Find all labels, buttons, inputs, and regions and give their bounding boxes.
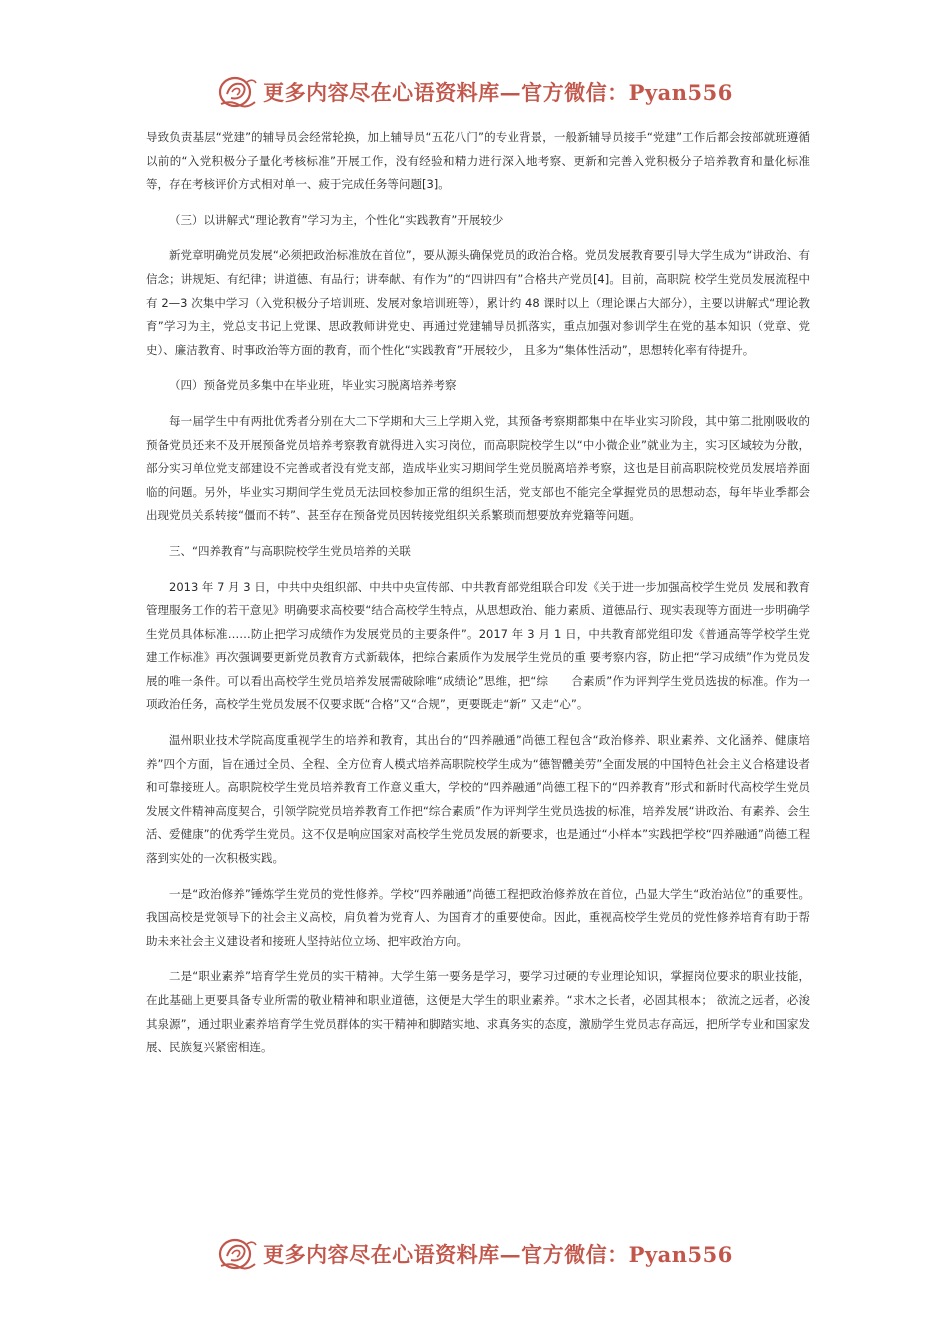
section-heading: （三）以讲解式“理论教育”学习为主，个性化“实践教育”开展较少	[169, 212, 504, 227]
paragraph: 一是“政治修养”锤炼学生党员的党性修养。学校“四养融通”尚德工程把政治修养放在首位，凸显大学生“政治站位”的重要性。我国高校是党领导下的社会主义高校，肩负着为党育人、为国育才的重要使命。因此，重视高校学生党员的党性修养培育有助于帮助未来社会主义建设者和接班人坚持站位立场、把牢政治方向。	[146, 886, 810, 948]
paragraph: 二是“职业素养”培育学生党员的实干精神。大学生第一要务是学习，要学习过硬的专业理论知识，掌握岗位要求的职业技能，在此基础上更要具备专业所需的敬业精神和职业道德，这便是大学生的职业素养。“求木之长者，必固其根本； 欲流之远者，必浚其泉源”，通过职业素养培育学生党员群体的实干精神和脚踏实地、求真务实的态度，激励学生党员志存高远，把所学专业和国家发展、民族复兴紧密相连。	[146, 969, 810, 1055]
rose-logo-icon	[217, 74, 259, 110]
header-banner-text: 更多内容尽在心语资料库—官方微信：Pyan556	[263, 80, 733, 105]
footer-banner-inner	[217, 1236, 733, 1272]
section-heading: （四）预备党员多集中在毕业班，毕业实习脱离培养考察	[169, 378, 457, 393]
paragraph: 导致负责基层“党建”的辅导员会经常轮换，加上辅导员“五花八门”的专业背景，一般新辅导员接手“党建”工作后都会按部就班遵循以前的“入党积极分子量化考核标准”开展工作，没有经验和精力进行深入地考察、更新和完善入党积极分子培养教育和量化标准等，存在考核评价方式相对单一、疲于完成任务等问题[3]。	[146, 130, 810, 192]
paragraph: 温州职业技术学院高度重视学生的培养和教育，其出台的“四养融通”尚德工程包含“政治修养、职业素养、文化涵养、健康培养”四个方面，旨在通过全员、全程、全方位育人模式培养高职院校学生成为“德智體美劳”全面发展的中国特色社会主义合格建设者和可靠接班人。高职院校学生党员培养教育工作意义重大，学校的“四养融通”尚德工程下的“四养教育”形式和新时代高校学生党员发展文件精神高度契合，引领学院党员培养教育工作把“综合素质”作为评判学生党员选拔的标准，培养发展“讲政治、有素养、会生活、爱健康”的优秀学生党员。这不仅是响应国家对高校学生党员发展的新要求，也是通过“小样本”实践把学校“四养融通”尚德工程落到实处的一次积极实践。	[146, 733, 810, 866]
paragraph: 新党章明确党员发展“必须把政治标准放在首位”，要从源头确保党员的政治合格。党员发展教育要引导大学生成为“讲政治、有信念；讲规矩、有纪律；讲道德、有品行；讲奉献、有作为”的“四讲四有”合格共产党员[4]。目前，高职院 校学生党员发展流程中有 2—3 次集中学习（入党积极分子培训班、发展对象培训班等），累计约 48 课时以上（理论课占大部分），主要以讲解式“理论教育”学习为主，党总支书记上党课、思政教师讲党史、再通过党建辅导员抓落实，重点加强对参训学生在党的基本知识（党章、党史）、廉洁教育、时事政治等方面的教育，而个性化“实践教育”开展较少， 且多为“集体性活动”，思想转化率有待提升。	[146, 248, 810, 357]
footer-banner-text: 更多内容尽在心语资料库—官方微信：Pyan556	[263, 1242, 733, 1267]
header-banner	[0, 72, 950, 112]
header-banner-inner	[217, 74, 733, 110]
document-body	[146, 126, 810, 1072]
paragraph: 每一届学生中有两批优秀者分别在大二下学期和大三上学期入党，其预备考察期都集中在毕业实习阶段，其中第二批刚吸收的预备党员还来不及开展预备党员培养考察教育就得进入实习岗位，而高职院校学生以“中小微企业”就业为主，实习区域较为分散，部分实习单位党支部建设不完善或者没有党支部，造成毕业实习期间学生党员脱离培养考察，这也是目前高职院校党员发展培养面临的问题。另外，毕业实习期间学生党员无法回校参加正常的组织生活，党支部也不能完全掌握党员的思想动态，每年毕业季都会出现党员关系转接“僵而不转”、甚至存在预备党员因转接党组织关系繁琐而想要放弃党籍等问题。	[146, 413, 810, 523]
section-heading: 三、“四养教育”与高职院校学生党员培养的关联	[169, 543, 411, 558]
paragraph: 2013 年 7 月 3 日，中共中央组织部、中共中央宣传部、中共教育部党组联合印发《关于进一步加强高校学生党员 发展和教育管理服务工作的若干意见》明确要求高校要“结合高校学生特点，从思想政治、能力素质、道德品行、现实表现等方面进一步明确学生党员具体标准……防止把学习成绩作为发展党员的主要条件”。2017 年 3 月 1 日，中共教育部党组印发《普通高等学校学生党建工作标准》再次强调要更新党员教育方式新载体，把综合素质作为发展学生党员的重 要考察内容，防止把“学习成绩”作为党员发展的唯一条件。可以看出高校学生党员培养发展需破除唯“成绩论”思维，把“综 合素质”作为评判学生党员选拔的标准。作为一项政治任务，高校学生党员发展不仅要求既“合格”又“合规”，更要既走“新” 又走“心”。	[146, 579, 810, 712]
rose-logo-icon	[217, 1236, 259, 1272]
footer-banner	[0, 1234, 950, 1274]
